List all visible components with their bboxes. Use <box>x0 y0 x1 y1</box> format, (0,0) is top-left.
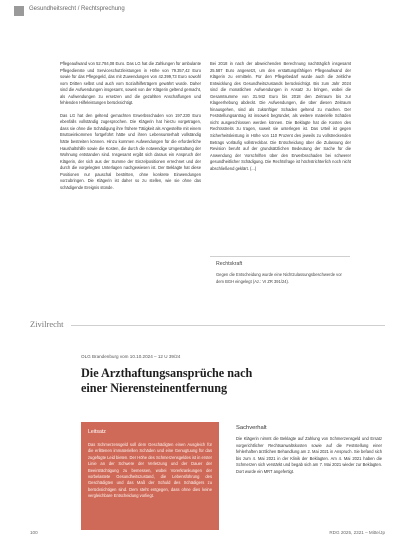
section-label: Zivilrecht <box>30 319 64 329</box>
page-number: 100 <box>30 530 38 535</box>
section-divider <box>71 325 385 326</box>
decision-meta: OLG Brandenburg vom 10.10.2024 – 12 U 39/24 <box>81 354 181 359</box>
rechtskraft-text: Gegen die Entscheidung wurde eine Nichtzulassungsbeschwerde vor dem BGH eingelegt (Az.: VI ZR 391/24). <box>216 272 342 284</box>
left-paragraph-2: Das LG hat den geltend gemachten Erwerbsschaden von 197.230 Euro ebenfalls vollständig zugesprochen. Die Klägerin hat hierzu vorgetragen, dass sie ohne die Schädigung ihre frühere Tätigkeit als Angestellte mit einem Bruttoeinkommen fortgeführt hätte und ihren Lebensunterhalt vollständig hätte bestreiten können. Hinzu kommen Aufwendungen für die erforderliche Haushaltshilfe sowie die Kosten, die durch die notwendige Umgestaltung der Wohnung entstanden sind. Insgesamt ergibt sich daraus ein Anspruch der Klägerin, der sich aus der Summe der Einzelpositionen errechnet und der durch die vorgelegten Unterlagen nachgewiesen ist. Der Beklagte hat diese Positionen nur pauschal bestritten, ohne konkrete Einwendungen vorzubringen. Die Klägerin ist daher so zu stellen, wie sie ohne das schädigende Ereignis stünde. <box>60 112 201 190</box>
article-title: Die Arzthaftungsansprüche nach einer Nierensteinentfernung <box>81 366 253 395</box>
sachverhalt-title: Sachverhalt <box>236 425 267 431</box>
running-header: Gesundheitsrecht / Rechtsprechung <box>29 6 125 12</box>
left-paragraph-1: Pflegeaufwand von 52.784,08 Euro. Das LG hat die Zahlungen für ambulante Pflegedienste und Serviceschutzleistungen in Höhe von 79.357,42 Euro sowie für das Pflegegeld, das mit Zuwendungen von 42.399,73 Euro sowohl vom Dritten selbst und auch vom Sozialhilfeträgern gewährt wurde. Daher sind die Aufwendungen insgesamt, soweit von der Klägerin geltend gemacht, als Aufwendungen zu ersetzen und die gezahlten Anschaffungen und fehlenden Hilfeleistungen berücksichtigt. <box>60 61 201 106</box>
left-column-text <box>60 61 201 295</box>
right-column-text <box>210 61 351 227</box>
sachverhalt-text: Die Klägerin nimmt die Beklagte auf Zahlung von Schmerzensgeld und Ersatz vorgerichtlicher Rechtsanwaltskosten sowie auf die Feststellung einer fehlerhaften ärztlichen Behandlung am 2. Mai 2021 in Anspruch. Sie befand sich bis zum 4. Mai 2021 in der Klinik der Beklagten. Am 4. Mai 2021 haben die Schmerzen sich verstärkt und begab sich am 7. Mai 2021 wieder zur Beklagten. Dort wurde ein MRT angefertigt. <box>236 436 382 474</box>
rechtskraft-divider <box>210 256 350 257</box>
leitsatz-box <box>81 422 219 530</box>
journal-citation: RDG 2025, 2321 – Mitte/Jp <box>329 530 385 535</box>
header-marker <box>14 6 24 16</box>
leitsatz-text: Das Schmerzensgeld soll dem Geschädigten einen Ausgleich für die erlittenen immateriellen Schäden und eine Genugtuung für das zugefügte Leid bieten. Der Höhe des Schmerzensgeldes ist in erster Linie an der Schwere der Verletzung und der Dauer der Beeinträchtigung zu bemessen, wobei Vorerkrankungen der vorbelastete Gesundheitszustand, die Lebensführung des Geschädigten und das Maß der Schuld des Schädigers zu berücksichtigen sind. Dem steht entgegen, dass ohne dies keine vergleichbare Entscheidung vorliegt. <box>88 442 212 499</box>
right-paragraph-1: Bei 2018 in nach der abweichenden Berechnung nachträglich insgesamt 25.587 Euro angesetzt, um den erstattungsfähigen Pflegeaufwand der Klägerin zu ermitteln. Für den Pflegebedarf wurde auch die zeitliche Entwicklung des Gesundheitszustands berücksichtigt. Bis zum Jahr 2024 sind die monatlichen Aufwendungen in Ansatz zu bringen, wobei die Gesamtsumme von 31.942 Euro bis 2018 den Zeitraum bis zur Klageerhebung abdeckt. Die Aufwendungen, die über diesen Zeitraum hinausgehen, sind als zukünftiger Schaden geltend zu machen. Der Feststellungsantrag ist insoweit begründet, als weitere materielle Schäden nicht ausgeschlossen werden können. Die Beklagte hat die Kosten des Rechtsstreits zu tragen, soweit sie unterlegen ist. Das Urteil ist gegen Sicherheitsleistung in Höhe von 110 Prozent des jeweils zu vollstreckenden Betrags vorläufig vollstreckbar. Die Entscheidung über die Zulassung der Revision beruht auf der grundsätzlichen Bedeutung der Sache für die Anwendung der Vorschriften über den Erwerbsschaden bei schwerer gesundheitlicher Schädigung. Die Rechtsfrage ist höchstrichterlich noch nicht abschließend geklärt. (...) <box>210 61 351 171</box>
leitsatz-title: Leitsatz <box>88 429 106 435</box>
rechtskraft-title: Rechtskraft <box>216 261 243 267</box>
